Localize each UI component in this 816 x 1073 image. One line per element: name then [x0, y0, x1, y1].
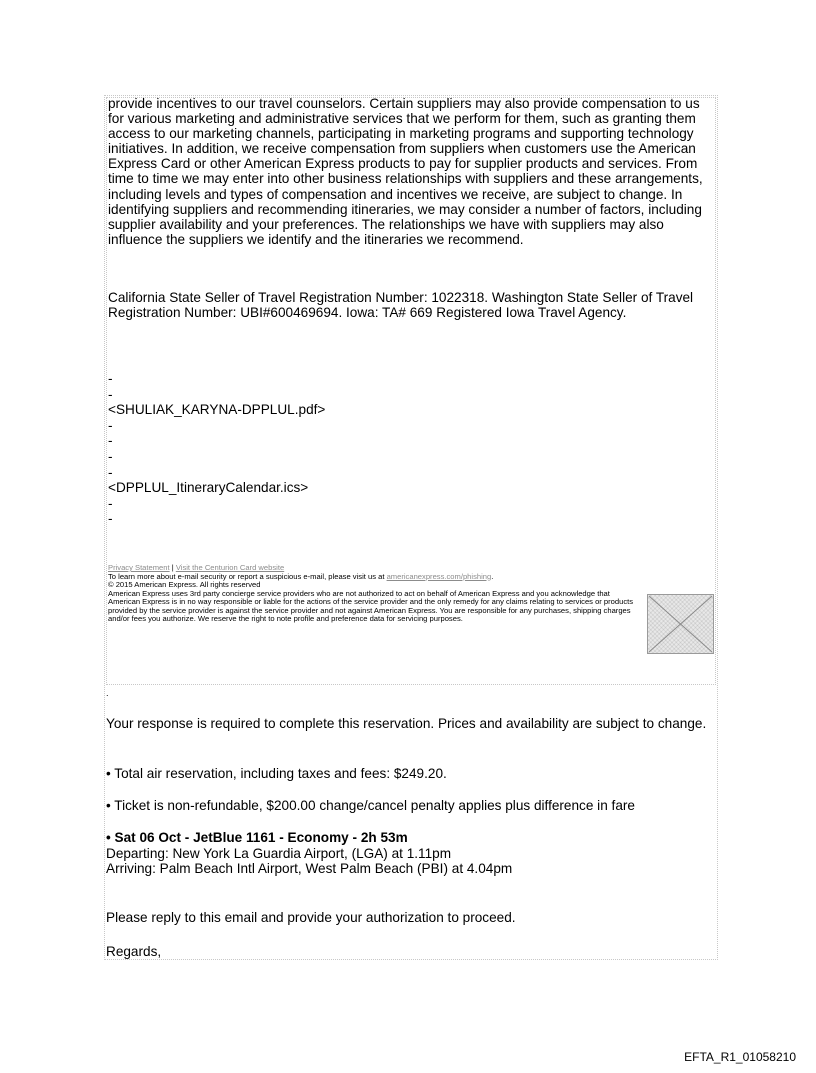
attachment-pdf[interactable]: <SHULIAK_KARYNA-DPPLUL.pdf> — [108, 402, 326, 418]
privacy-statement-link[interactable]: Privacy Statement — [108, 563, 170, 572]
dash-line: - — [108, 386, 113, 402]
flight-heading: • Sat 06 Oct - JetBlue 1161 - Economy - 2h 53m — [106, 830, 408, 845]
ticket-terms-bullet: • Ticket is non-refundable, $200.00 change/cancel penalty applies plus difference in fare — [106, 798, 635, 813]
attachment-ics[interactable]: <DPPLUL_ItineraryCalendar.ics> — [108, 480, 309, 496]
departing-line: Departing: New York La Guardia Airport, (LGA) at 1.11pm — [106, 845, 452, 861]
dash-line: - — [108, 511, 113, 527]
disclaimer-text: American Express uses 3rd party concierge service providers who are not authorized to act on behalf of American Express and you acknowledge that American Express is in no way responsible or liable for the actions of the service provider and the only remedy for any claims relating to services or products provided by the service provider is against the service provider and not against American Express. You are responsible for any purchases, shipping charges and/or fees you authorize. We reserve the right to note profile and preference data for servicing purposes. — [108, 588, 634, 624]
reservation-intro: Your response is required to complete this reservation. Prices and availability are subject to change. — [106, 716, 707, 731]
security-end: . — [491, 571, 494, 581]
broken-image-placeholder — [647, 594, 714, 654]
flight-details — [106, 830, 710, 877]
image-cross-icon — [648, 595, 713, 653]
disclosure-paragraph: provide incentives to our travel counselors. Certain suppliers may also provide compensation to us for various marketing and administrative services that we perform for them, such as granting them access to our marketing channels, participating in marketing programs and supporting technology initiatives. In addition, we receive compensation from suppliers when customers use the American Express Card or other American Express products to pay for supplier products and services. From time to time we may enter into other business relationships with suppliers and these arrangements, including levels and types of compensation and incentives we receive, are subject to change. In identifying suppliers and recommending itineraries, we may consider a number of factors, including supplier availability and your preferences. The relationships we have with suppliers may also influence the suppliers we identify and the itineraries we recommend. — [108, 96, 703, 247]
regards: Regards, — [106, 944, 162, 959]
dash-line: - — [108, 417, 113, 433]
dash-line: - — [108, 448, 113, 464]
separator-dot: . — [106, 688, 109, 698]
total-price-bullet: • Total air reservation, including taxes and fees: $249.20. — [106, 766, 447, 781]
link-separator: | — [169, 563, 176, 572]
document-id: EFTA_R1_01058210 — [684, 1050, 796, 1064]
dash-line: - — [108, 495, 113, 511]
centurion-card-link[interactable]: Visit the Centurion Card website — [175, 563, 285, 572]
phishing-link[interactable]: americanexpress.com/phishing — [386, 571, 492, 581]
arriving-line: Arriving: Palm Beach Intl Airport, West Palm Beach (PBI) at 4.04pm — [106, 861, 513, 877]
legal-footer — [108, 564, 640, 624]
attachment-list — [108, 371, 508, 527]
security-text: To learn more about e-mail security or report a suspicious e-mail, please visit us at — [108, 571, 387, 581]
dash-line: - — [108, 433, 113, 449]
registration-paragraph: California State Seller of Travel Registration Number: 1022318. Washington State Seller of Travel Registration Number: UBI#600469694. Iowa: TA# 669 Registered Iowa Travel Agency. — [108, 290, 694, 321]
dash-line: - — [108, 371, 113, 386]
copyright-text: © 2015 American Express. All rights reserved — [108, 580, 261, 590]
dash-line: - — [108, 464, 113, 480]
authorization-request: Please reply to this email and provide your authorization to proceed. — [106, 910, 516, 925]
